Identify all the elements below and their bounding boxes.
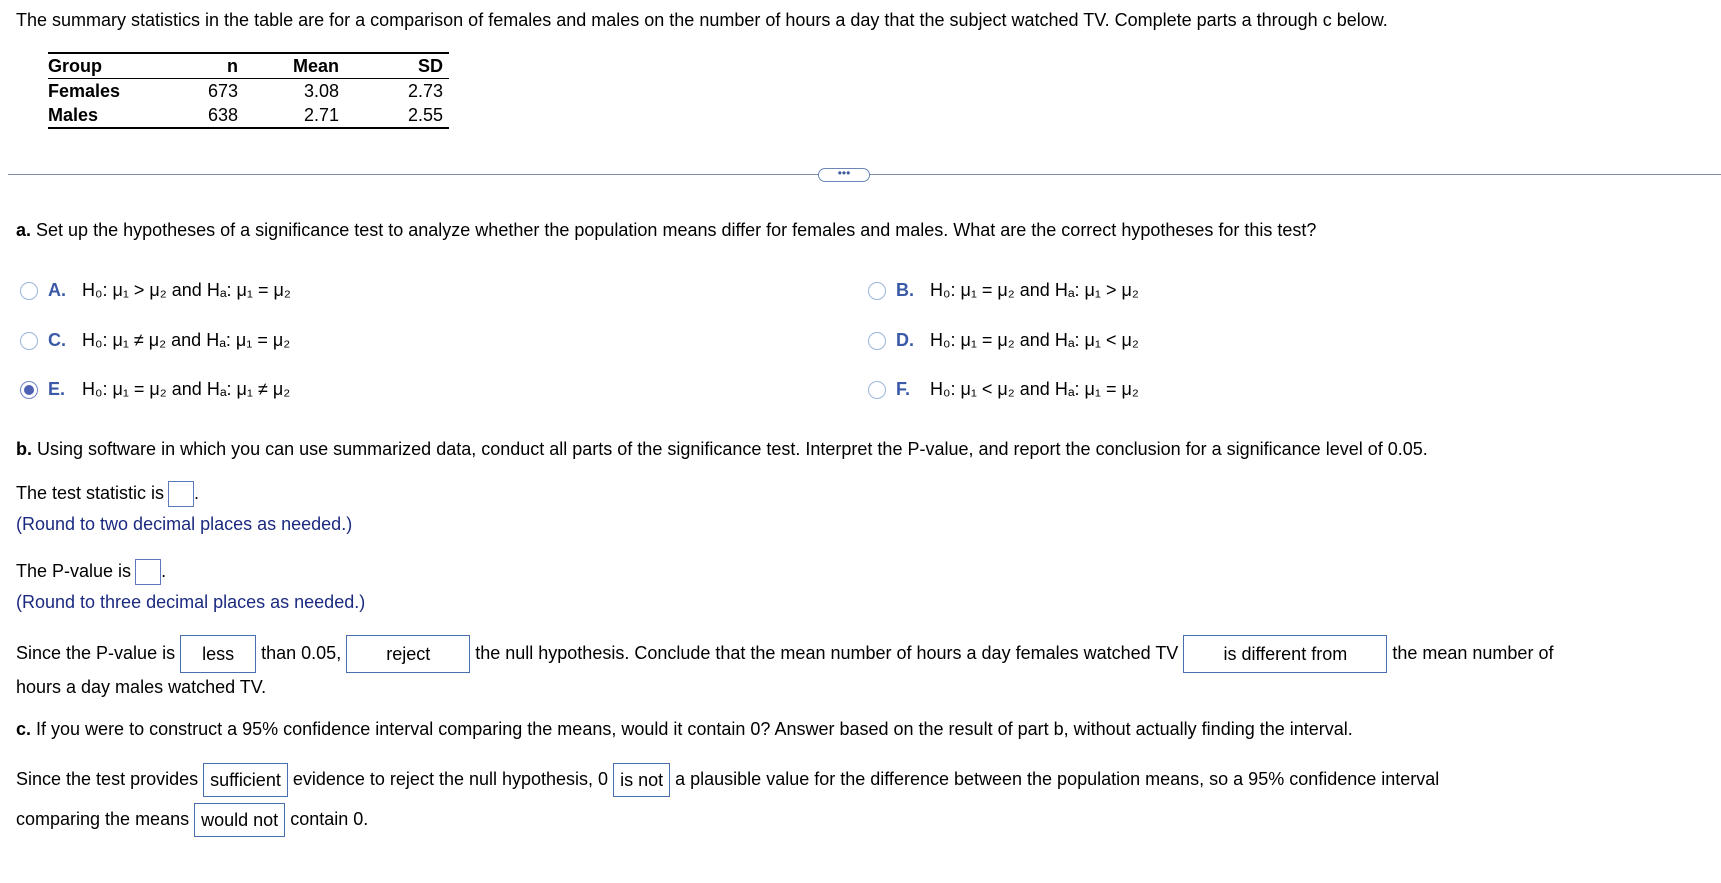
pvalue-input[interactable] xyxy=(135,559,161,585)
test-statistic-label: The test statistic is xyxy=(16,482,165,503)
row-group: Females xyxy=(48,81,121,101)
part-b-text: Using software in which you can use summarized data, conduct all parts of the significance test. Interpret the P-value, and report the conclusion for a significance level of 0.05. xyxy=(37,439,1428,459)
option-text: H₀: μ₁ = μ₂ and Hₐ: μ₁ > μ₂ xyxy=(930,280,1139,300)
part-c-label: c. xyxy=(16,719,32,739)
summary-table xyxy=(48,52,449,129)
option-b[interactable] xyxy=(868,280,1139,301)
problem-intro: The summary statistics in the table are for a comparison of females and males on the number of hours a day that the subject watched TV. Complete parts a through c below. xyxy=(16,10,1388,30)
option-letter: D. xyxy=(896,330,914,350)
interval-line-2 xyxy=(16,803,368,837)
period: . xyxy=(161,560,167,581)
radio-b[interactable] xyxy=(868,282,886,300)
part-c-question xyxy=(16,719,1353,740)
part-c-text: If you were to construct a 95% confidence interval comparing the means, would it contain 0? Answer based on the result of part b, without actually finding the interval. xyxy=(36,719,1353,739)
interval-line xyxy=(16,763,1439,797)
option-text: H₀: μ₁ ≠ μ₂ and Hₐ: μ₁ = μ₂ xyxy=(82,330,291,350)
row-group: Males xyxy=(48,105,99,125)
different-dropdown[interactable]: is different from xyxy=(1183,635,1387,673)
option-letter: B. xyxy=(896,280,914,300)
pvalue-label: The P-value is xyxy=(16,560,132,581)
col-sd-header: SD xyxy=(351,53,449,79)
evidence-text: evidence to reject the null hypothesis, 0 xyxy=(292,768,609,789)
row-n: 638 xyxy=(207,105,238,125)
table-row xyxy=(48,103,449,128)
isnot-dropdown[interactable]: is not xyxy=(613,763,670,797)
col-mean-header: Mean xyxy=(246,53,351,79)
table-row xyxy=(48,79,449,104)
conclusion-line-2: hours a day males watched TV. xyxy=(16,677,267,697)
part-a-text: Set up the hypotheses of a significance test to analyze whether the population means differ for females and males. What are the correct hypotheses for this test? xyxy=(36,220,1317,240)
than-text: than 0.05, xyxy=(261,642,342,663)
row-mean: 3.08 xyxy=(303,81,339,101)
row-n: 673 xyxy=(207,81,238,101)
reject-dropdown[interactable]: reject xyxy=(346,635,470,673)
since-text: Since the P-value is xyxy=(16,642,176,663)
option-letter: E. xyxy=(48,379,66,399)
part-b-question xyxy=(16,439,1428,460)
option-letter: C. xyxy=(48,330,66,350)
col-group-header: Group xyxy=(48,53,178,79)
radio-f[interactable] xyxy=(868,381,886,399)
pvalue-line xyxy=(16,559,166,585)
option-a[interactable] xyxy=(20,280,291,301)
mean-of-text: the mean number of xyxy=(1392,642,1554,663)
radio-d[interactable] xyxy=(868,332,886,350)
pvalue-hint: (Round to three decimal places as needed.) xyxy=(16,592,366,612)
row-sd: 2.55 xyxy=(407,105,443,125)
period: . xyxy=(194,482,200,503)
expand-button[interactable]: ••• xyxy=(818,168,870,182)
radio-a[interactable] xyxy=(20,282,38,300)
less-dropdown[interactable]: less xyxy=(180,635,256,673)
radio-e-selected[interactable] xyxy=(20,381,38,399)
wouldnot-dropdown[interactable]: would not xyxy=(194,803,285,837)
row-mean: 2.71 xyxy=(303,105,339,125)
part-a-label: a. xyxy=(16,220,32,240)
option-text: H₀: μ₁ = μ₂ and Hₐ: μ₁ < μ₂ xyxy=(930,330,1139,350)
sufficient-dropdown[interactable]: sufficient xyxy=(203,763,288,797)
plausible-text: a plausible value for the difference between the population means, so a 95% confidence interval xyxy=(675,768,1440,789)
option-letter: F. xyxy=(896,379,911,399)
test-statistic-line xyxy=(16,481,199,507)
comparing-text: comparing the means xyxy=(16,808,190,829)
option-text: H₀: μ₁ > μ₂ and Hₐ: μ₁ = μ₂ xyxy=(82,280,291,300)
radio-c[interactable] xyxy=(20,332,38,350)
option-text: H₀: μ₁ = μ₂ and Hₐ: μ₁ ≠ μ₂ xyxy=(82,379,291,399)
option-f[interactable] xyxy=(868,379,1139,400)
option-letter: A. xyxy=(48,280,66,300)
option-e[interactable] xyxy=(20,379,290,400)
option-d[interactable] xyxy=(868,330,1139,351)
option-c[interactable] xyxy=(20,330,290,351)
since-text: Since the test provides xyxy=(16,768,199,789)
test-statistic-hint: (Round to two decimal places as needed.) xyxy=(16,514,353,534)
option-text: H₀: μ₁ < μ₂ and Hₐ: μ₁ = μ₂ xyxy=(930,379,1139,399)
null-text: the null hypothesis. Conclude that the mean number of hours a day females watched TV xyxy=(475,642,1179,663)
part-b-label: b. xyxy=(16,439,32,459)
contain-text: contain 0. xyxy=(290,808,369,829)
col-n-header: n xyxy=(178,53,246,79)
test-statistic-input[interactable] xyxy=(168,481,194,507)
conclusion-line xyxy=(16,635,1553,673)
row-sd: 2.73 xyxy=(407,81,443,101)
part-a-question xyxy=(16,220,1316,241)
